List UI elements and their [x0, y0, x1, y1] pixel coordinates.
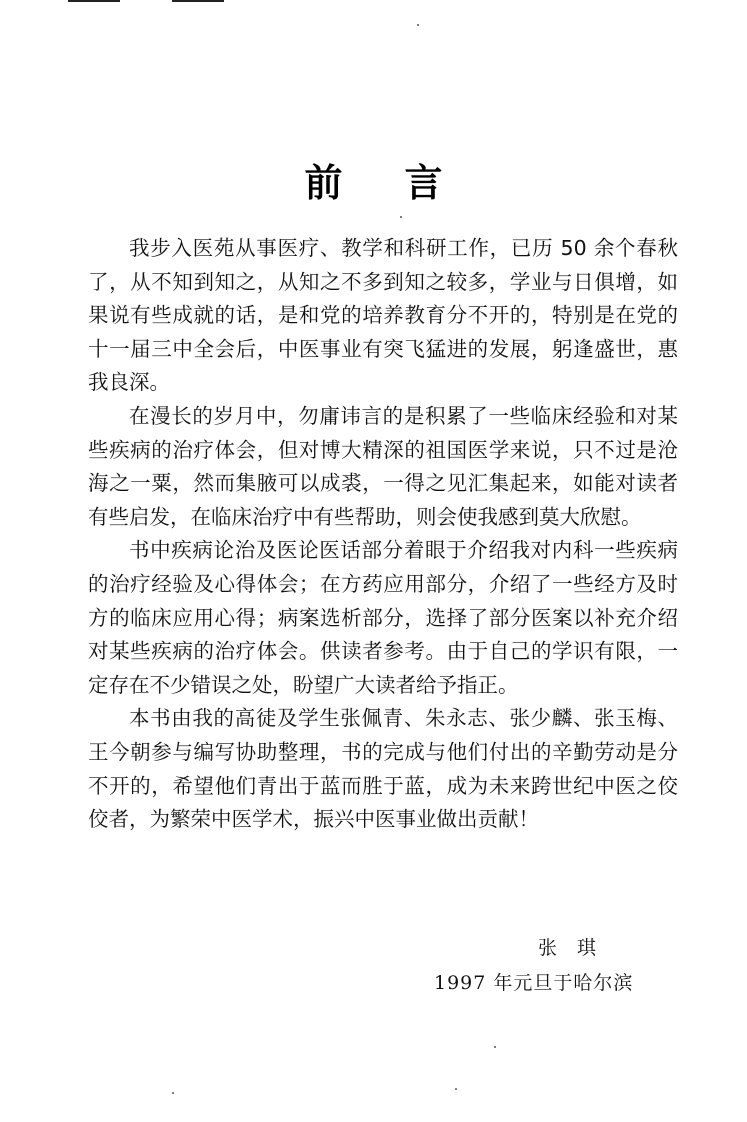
page-title: 前言: [304, 161, 505, 205]
scan-speck: [494, 1046, 496, 1048]
paragraph: 我步入医苑从事医疗、教学和科研工作，已历 50 余个春秋了，从不知到知之，从知之不多到知之较多，学业与日俱增，如果说有些成就的话，是和党的培养教育分不开的，特别是在党的十一届三中全会后，中医事业有突飞猛进的发展，躬逢盛世，惠我良深。: [88, 236, 678, 395]
signature-name: 张琪: [538, 937, 617, 959]
paragraph: 在漫长的岁月中，勿庸讳言的是积累了一些临床经验和对某些疾病的治疗体会，但对博大精深的祖国医学来说，只不过是沧海之一粟，然而集腋可以成裘，一得之见汇集起来，如能对读者有些启发，在临床治疗中有些帮助，则会使我感到莫大欣慰。: [88, 403, 678, 529]
scan-speck: [400, 216, 402, 218]
top-rule-left: [68, 0, 120, 2]
preface-body: [88, 232, 678, 837]
top-rule-right: [172, 0, 224, 2]
scan-speck: [417, 24, 419, 26]
paragraph: 书中疾病论治及医论医话部分着眼于介绍我对内科一些疾病的治疗经验及心得体会；在方药应用部分，介绍了一些经方及时方的临床应用心得；病案选析部分，选择了部分医案以补充介绍对某些疾病的治疗体会。供读者参考。由于自己的学识有限，一定存在不少错误之处，盼望广大读者给予指正。: [88, 538, 678, 697]
paragraph: 本书由我的高徒及学生张佩青、朱永志、张少麟、张玉梅、王今朝参与编写协助整理，书的完成与他们付出的辛勤劳动是分不开的，希望他们青出于蓝而胜于蓝，成为未来跨世纪中医之佼佼者，为繁荣中医学术，振兴中医事业做出贡献！: [88, 706, 678, 832]
scan-speck: [455, 1088, 457, 1090]
scan-speck: [172, 1092, 174, 1094]
signature-date: 1997 年元旦于哈尔滨: [434, 972, 634, 994]
